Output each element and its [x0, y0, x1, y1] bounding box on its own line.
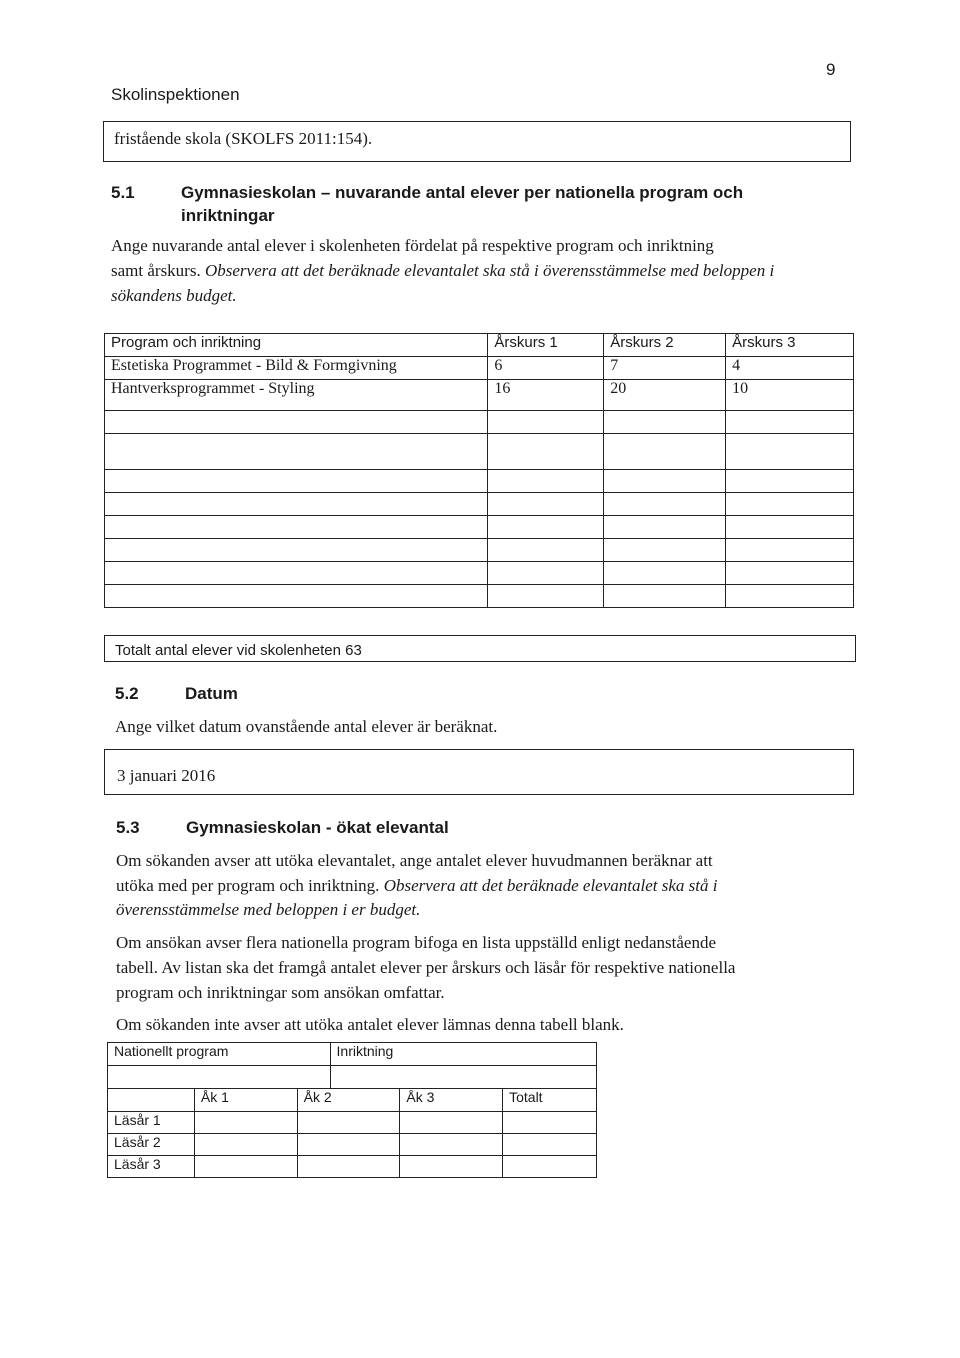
- header-ak2: Åk 2: [297, 1089, 400, 1112]
- top-text-box: [103, 121, 851, 162]
- empty-cell[interactable]: [726, 493, 854, 516]
- year-header-row: [108, 1089, 597, 1112]
- p1-line2-italic: Observera att det beräknade elevantalet ska stå i: [383, 876, 718, 895]
- cell-ak3[interactable]: 10: [726, 380, 854, 411]
- empty-cell[interactable]: [604, 585, 726, 608]
- input-cell[interactable]: [194, 1112, 297, 1134]
- header-ak3: Åk 3: [400, 1089, 503, 1112]
- section-5-1-title-line1: Gymnasieskolan – nuvarande antal elever per nationella program och: [181, 183, 744, 202]
- empty-cell[interactable]: [726, 411, 854, 434]
- empty-cell[interactable]: [488, 562, 604, 585]
- section-5-3-p1-line1: Om sökanden avser att utöka elevantalet, ange antalet elever huvudmannen beräknar att: [116, 851, 713, 870]
- header-ak1: Åk 1: [194, 1089, 297, 1112]
- section-5-1-para-line1: Ange nuvarande antal elever i skolenheten fördelat på respektive program och inriktning: [111, 236, 714, 255]
- section-5-1-para-line3: [111, 283, 237, 308]
- table-row-empty: [105, 434, 854, 470]
- header-arskurs-2: Årskurs 2: [604, 334, 726, 357]
- section-5-1-title-line2: inriktningar: [181, 206, 275, 225]
- empty-cell[interactable]: [105, 585, 488, 608]
- empty-cell[interactable]: [604, 562, 726, 585]
- section-5-3-p3: Om sökanden inte avser att utöka antalet elever lämnas denna tabell blank.: [116, 1015, 624, 1034]
- section-5-2-number: 5.2: [115, 684, 139, 703]
- table-row: [105, 380, 854, 411]
- program-table: [104, 333, 854, 608]
- table-row-empty: [105, 470, 854, 493]
- top-box-text: fristående skola (SKOLFS 2011:154).: [114, 129, 373, 148]
- section-5-2-title: Datum: [185, 684, 238, 703]
- empty-cell[interactable]: [105, 470, 488, 493]
- table-header-row: [105, 334, 854, 357]
- input-cell[interactable]: [194, 1134, 297, 1156]
- empty-cell[interactable]: [105, 411, 488, 434]
- increase-input-row: [108, 1066, 597, 1089]
- table-row: [108, 1134, 597, 1156]
- empty-cell[interactable]: [726, 434, 854, 470]
- empty-cell[interactable]: [488, 585, 604, 608]
- cell-ak3[interactable]: 4: [726, 357, 854, 380]
- section-5-3-p2-line2: tabell. Av listan ska det framgå antalet elever per årskurs och läsår för respektive nationella: [116, 958, 736, 977]
- para-line2-normal: samt årskurs.: [111, 261, 201, 280]
- header-program: Program och inriktning: [105, 334, 488, 357]
- table-row-empty: [105, 562, 854, 585]
- cell-ak2[interactable]: 20: [604, 380, 726, 411]
- header-inriktning: Inriktning: [330, 1043, 596, 1066]
- row-label: Läsår 2: [108, 1134, 195, 1156]
- empty-cell[interactable]: [488, 411, 604, 434]
- section-5-3-p2-line1: Om ansökan avser flera nationella program bifoga en lista uppställd enligt nedanstående: [116, 933, 716, 952]
- input-cell[interactable]: [194, 1156, 297, 1178]
- empty-cell[interactable]: [604, 493, 726, 516]
- table-row: [108, 1112, 597, 1134]
- table-row-empty: [105, 411, 854, 434]
- table-row-empty: [105, 516, 854, 539]
- cell-program[interactable]: Estetiska Programmet - Bild & Formgivning: [105, 357, 488, 380]
- empty-cell[interactable]: [726, 516, 854, 539]
- table-row-empty: [105, 585, 854, 608]
- p1-line2-normal: utöka med per program och inriktning.: [116, 876, 380, 895]
- header-totalt: Totalt: [503, 1089, 597, 1112]
- page-number: 9: [826, 60, 836, 79]
- empty-cell[interactable]: [726, 585, 854, 608]
- empty-cell[interactable]: [726, 562, 854, 585]
- cell-program[interactable]: Hantverksprogrammet - Styling: [105, 380, 488, 411]
- total-row: [104, 635, 856, 662]
- input-cell[interactable]: [503, 1134, 597, 1156]
- corner-cell: [108, 1089, 195, 1112]
- empty-cell[interactable]: [488, 470, 604, 493]
- header-nationellt-program: Nationellt program: [108, 1043, 331, 1066]
- input-cell[interactable]: [297, 1134, 400, 1156]
- empty-cell[interactable]: [726, 470, 854, 493]
- empty-cell[interactable]: [488, 539, 604, 562]
- empty-cell[interactable]: [105, 434, 488, 470]
- empty-cell[interactable]: [604, 539, 726, 562]
- header-arskurs-3: Årskurs 3: [726, 334, 854, 357]
- para-line2-italic: Observera att det beräknade elevantalet ska stå i överensstämmelse med beloppen i: [204, 261, 775, 280]
- empty-cell[interactable]: [488, 493, 604, 516]
- input-cell[interactable]: [503, 1156, 597, 1178]
- table-row: [105, 357, 854, 380]
- empty-cell[interactable]: [105, 516, 488, 539]
- p1-line3-italic: överensstämmelse med beloppen i er budget.: [116, 900, 421, 919]
- empty-cell[interactable]: [105, 493, 488, 516]
- input-cell[interactable]: [297, 1112, 400, 1134]
- section-5-1-para-line2: [111, 258, 774, 283]
- section-5-3-p1-line3: [116, 897, 420, 922]
- organization-name: Skolinspektionen: [111, 85, 240, 104]
- section-5-3-p2-line3: program och inriktningar som ansökan omfattar.: [116, 983, 445, 1002]
- increase-header-row: [108, 1043, 597, 1066]
- section-5-1-number: 5.1: [111, 183, 135, 202]
- empty-cell[interactable]: [604, 434, 726, 470]
- input-cell[interactable]: [400, 1134, 503, 1156]
- input-cell[interactable]: [400, 1156, 503, 1178]
- inriktning-input-cell[interactable]: [330, 1066, 596, 1089]
- cell-ak1[interactable]: 16: [488, 380, 604, 411]
- empty-cell[interactable]: [105, 539, 488, 562]
- header-arskurs-1: Årskurs 1: [488, 334, 604, 357]
- table-row-empty: [105, 539, 854, 562]
- empty-cell[interactable]: [726, 539, 854, 562]
- row-label: Läsår 1: [108, 1112, 195, 1134]
- cell-ak2[interactable]: 7: [604, 357, 726, 380]
- para-line3-italic: sökandens budget.: [111, 286, 237, 305]
- input-cell[interactable]: [297, 1156, 400, 1178]
- increase-table: [107, 1042, 597, 1178]
- table-row-empty: [105, 493, 854, 516]
- total-students-label: Totalt antal elever vid skolenheten 63: [115, 642, 362, 659]
- input-cell[interactable]: [400, 1112, 503, 1134]
- section-5-2-para: Ange vilket datum ovanstående antal elever är beräknat.: [115, 717, 498, 736]
- section-5-3-p1-line2: [116, 873, 717, 898]
- row-label: Läsår 3: [108, 1156, 195, 1178]
- program-input-cell[interactable]: [108, 1066, 331, 1089]
- section-5-3-title: Gymnasieskolan - ökat elevantal: [186, 818, 449, 837]
- empty-cell[interactable]: [488, 434, 604, 470]
- empty-cell[interactable]: [488, 516, 604, 539]
- empty-cell[interactable]: [604, 516, 726, 539]
- cell-ak1[interactable]: 6: [488, 357, 604, 380]
- section-5-3-number: 5.3: [116, 818, 140, 837]
- empty-cell[interactable]: [604, 470, 726, 493]
- table-row: [108, 1156, 597, 1178]
- input-cell[interactable]: [503, 1112, 597, 1134]
- empty-cell[interactable]: [105, 562, 488, 585]
- date-value: 3 januari 2016: [117, 766, 216, 785]
- empty-cell[interactable]: [604, 411, 726, 434]
- date-box[interactable]: [104, 749, 854, 795]
